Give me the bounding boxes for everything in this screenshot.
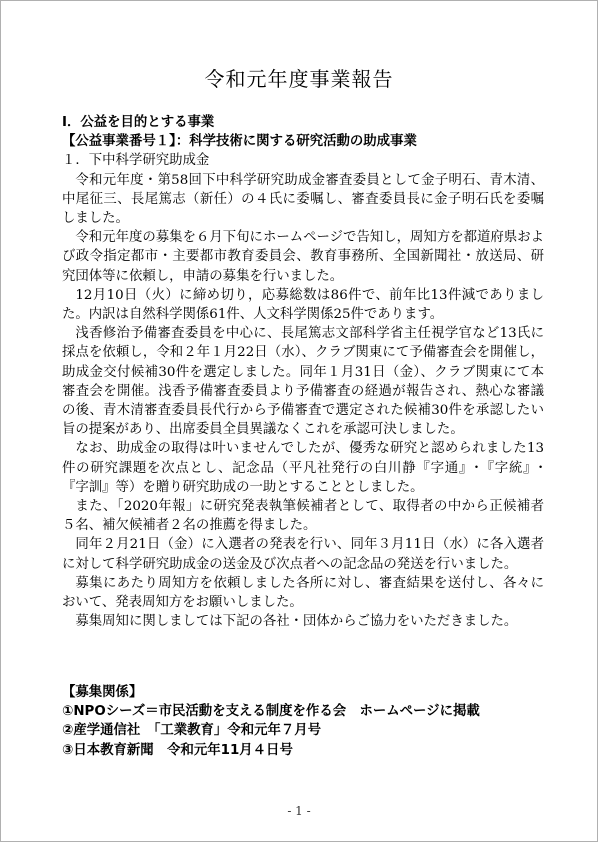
subsection-heading: １．下中科学研究助成金 xyxy=(62,153,210,169)
paragraph-committee: 令和元年度・第58回下中科学研究助成金審査委員として金子明石、青木清、中尾征三、長尾篤志（新任）の４氏に委嘱し、審査委員長に金子明石氏を委嘱しました。 xyxy=(62,172,544,227)
paragraph-annual-report: また、「2020年報」に研究発表執筆候補者として、取得者の中から正候補者５名、補欠候補者２名の推薦を得ました。 xyxy=(62,499,544,534)
section-heading: Ⅰ．公益を目的とする事業 xyxy=(62,115,215,130)
report-body xyxy=(62,113,544,631)
recruitment-item: ①NPOシーズ＝市民活動を支える制度を作る会 ホームページに掲載 xyxy=(62,704,480,720)
paragraph-deadline: 12月10日（火）に締め切り，応募総数は86件で、前年比13件減でありました。内訳は自然科学関係61件、人文科学関係25件であります。 xyxy=(62,287,544,323)
paragraph-cooperation: 募集周知に関しましては下記の各社・団体からご協力をいただきました。 xyxy=(75,614,518,630)
paragraph-review: 浅香修治予備審査委員を中心に、長尾篤志文部科学省主任視学官など13氏に採点を依頼し，令和２年１月22日（水）、クラブ関東にて予備審査会を開催し，助成金交付候補30件を選定しました。同年１月31日（金）、クラブ関東にて本審査会を開催。浅香予備審査委員より予備審査の経過が報告され、熱心な審議の後、青木清審査委員長代行から予備審査で選定された候補30件を承認したい旨の提案があり、出席委員全員異議なくこれを承認可決しました。 xyxy=(62,326,544,438)
paragraph-announcement: 令和元年度の募集を６月下旬にホームページで告知し，周知方を都道府県および政令指定都市・主要都市教育委員会、教育事務所、全国新聞社・放送局、研究団体等に依頼し，申請の募集を行いました。 xyxy=(62,230,544,284)
paragraph-runner-up: なお、助成金の取得は叶いませんでしたが、優秀な研究と認められました13件の研究課題を次点とし、記念品（平凡社発行の白川静『字通』･『字統』･『字訓』等）を贈り研究助成の一助とすることとしました。 xyxy=(62,441,544,495)
recruitment-item: ②産学通信社 「工業教育」令和元年７月号 xyxy=(62,723,322,739)
project-heading: 【公益事業番号１】：科学技術に関する研究活動の助成事業 xyxy=(62,134,417,150)
recruitment-item: ③日本教育新聞 令和元年11月４日号 xyxy=(62,742,293,758)
page-title: 令和元年度事業報告 xyxy=(204,67,394,91)
page-number: - 1 - xyxy=(287,804,311,818)
recruitment-heading: 【募集関係】 xyxy=(62,685,143,700)
paragraph-notification: 募集にあたり周知方を依頼しました各所に対し、審査結果を送付し、各々において、発表周知方をお願いしました。 xyxy=(62,575,544,611)
recruitment-section xyxy=(62,683,544,760)
paragraph-results: 同年２月21日（金）に入選者の発表を行い、同年３月11日（水）に各入選者に対して科学研究助成金の送金及び次点者への記念品の発送を行いました。 xyxy=(62,537,544,572)
